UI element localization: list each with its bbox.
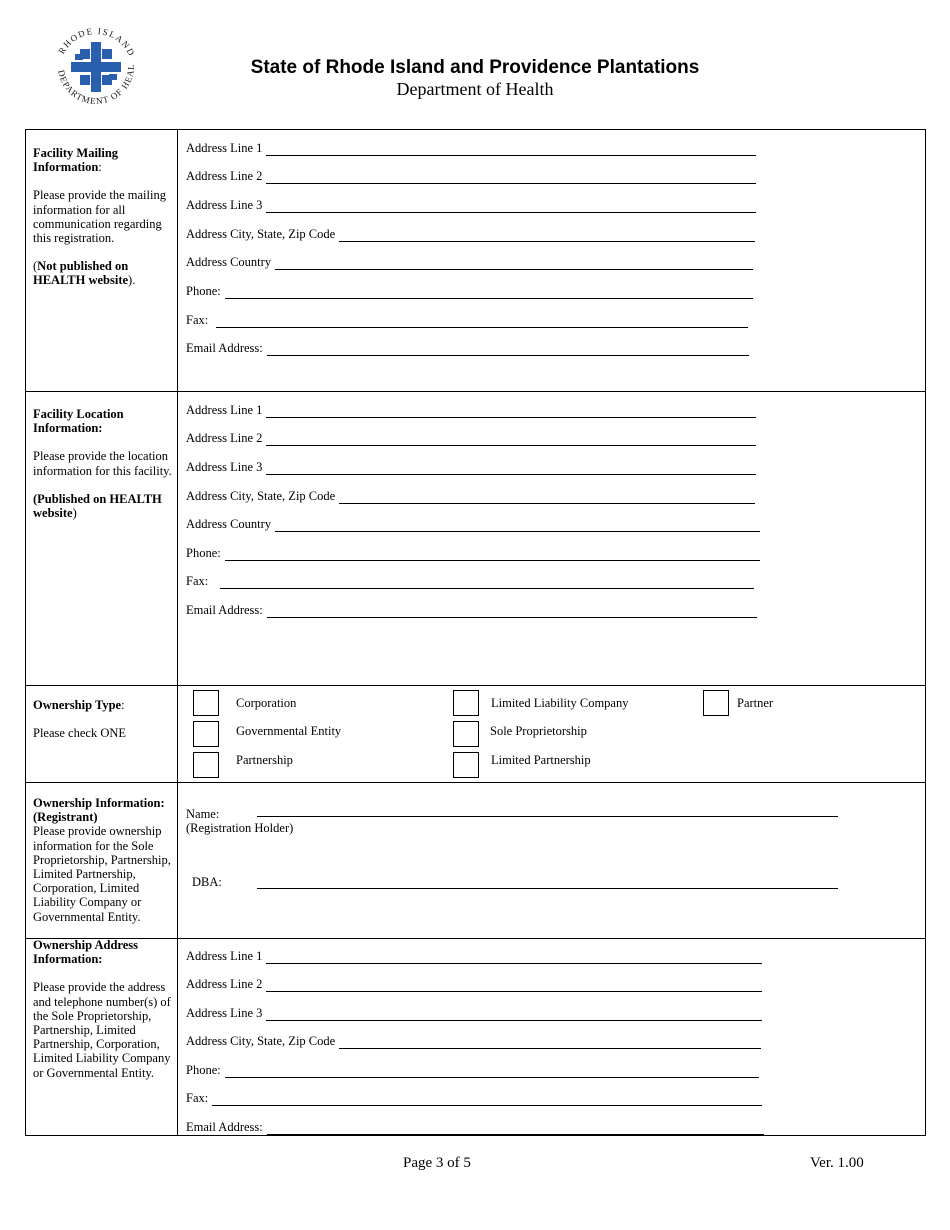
label-corporation: Corporation [236, 696, 297, 710]
label-limited-partnership: Limited Partnership [491, 753, 591, 767]
version-label: Ver. 1.00 [810, 1155, 864, 1171]
mailing-fax[interactable]: Fax: [186, 313, 748, 328]
page-subtitle: Department of Health [396, 79, 554, 99]
dba-input-line[interactable] [257, 888, 838, 889]
checkbox-partnership[interactable] [193, 752, 219, 778]
mailing-phone[interactable]: Phone: [186, 284, 753, 299]
mailing-note: Not published on HEALTH website [33, 259, 129, 288]
ownership-type-description: Ownership Type: Please check ONE [33, 698, 173, 754]
label-partner: Partner [737, 696, 774, 710]
ownership-info-heading: Ownership Information: (Registrant) [33, 796, 165, 825]
svg-text:RHODE ISLAND: RHODE ISLAND [56, 25, 138, 59]
location-desc: Please provide the location information for this facility. [33, 449, 172, 478]
checkbox-corporation[interactable] [193, 690, 219, 716]
mailing-description: Facility Mailing Information: Please provide the mailing information for all communication regarding this registration. (Not published on HEALTH website). [33, 146, 173, 302]
location-country[interactable]: Address Country [186, 517, 760, 532]
name-sublabel: (Registration Holder) [186, 821, 294, 835]
checkbox-partner[interactable] [703, 690, 729, 716]
label-sole-proprietorship: Sole Proprietorship [490, 724, 587, 738]
label-partnership: Partnership [236, 753, 293, 767]
label-governmental-entity: Governmental Entity [236, 724, 342, 738]
owner-phone[interactable]: Phone: [186, 1063, 759, 1078]
ownership-type-heading: Ownership Type [33, 698, 122, 712]
location-heading: Facility Location Information: [33, 407, 124, 436]
location-address-line-1[interactable]: Address Line 1 [186, 403, 756, 418]
mailing-country[interactable]: Address Country [186, 255, 753, 270]
ownership-type-desc: Please check ONE [33, 726, 127, 741]
location-note: Published on HEALTH website [33, 491, 162, 521]
location-description: Facility Location Information: Please provide the location information for this facility. (Published on HEALTH website) [33, 407, 172, 521]
location-phone[interactable]: Phone: [186, 546, 760, 561]
mailing-desc: Please provide the mailing information for all communication regarding this registration. [33, 188, 166, 246]
location-fax[interactable]: Fax: [186, 574, 754, 589]
location-city-state-zip[interactable]: Address City, State, Zip Code [186, 489, 755, 504]
ownership-address-heading: Ownership Address Information: [33, 938, 139, 967]
owner-city-state-zip[interactable]: Address City, State, Zip Code [186, 1034, 761, 1049]
ownership-address-desc: Please provide the address and telephone number(s) of the Sole Proprietorship, Partnership, Limited Partnership, Corporation, Limited Liability Company or Governmental Entity. [33, 980, 171, 1080]
checkbox-sole-proprietorship[interactable] [453, 721, 479, 747]
checkbox-limited-partnership[interactable] [453, 752, 479, 778]
owner-email[interactable]: Email Address: [186, 1120, 764, 1135]
name-label: Name: [186, 807, 220, 821]
label-llc: Limited Liability Company [491, 696, 629, 710]
page-number: Page 3 of 5 [403, 1155, 471, 1171]
owner-address-line-1[interactable]: Address Line 1 [186, 949, 762, 964]
mailing-address-line-1[interactable]: Address Line 1 [186, 141, 756, 156]
ownership-info-desc: Please provide ownership information for the Sole Proprietorship, Partnership, Limited Partnership, Corporation, Limited Liability Company or Governmental Entity. [33, 824, 171, 924]
owner-address-line-3[interactable]: Address Line 3 [186, 1006, 762, 1021]
checkbox-governmental-entity[interactable] [193, 721, 219, 747]
ownership-info-description [33, 796, 173, 924]
mailing-email[interactable]: Email Address: [186, 341, 749, 356]
location-email[interactable]: Email Address: [186, 603, 757, 618]
owner-address-line-2[interactable]: Address Line 2 [186, 977, 762, 992]
ownership-address-description [33, 938, 173, 1094]
owner-fax[interactable]: Fax: [186, 1091, 762, 1106]
mailing-city-state-zip[interactable]: Address City, State, Zip Code [186, 227, 755, 242]
mailing-address-line-3[interactable]: Address Line 3 [186, 198, 756, 213]
svg-text:DEPARTMENT OF HEALTH: DEPARTMENT OF HEAL [56, 63, 137, 107]
location-address-line-2[interactable]: Address Line 2 [186, 431, 756, 446]
mailing-address-line-2[interactable]: Address Line 2 [186, 169, 756, 184]
mailing-heading: Facility Mailing Information [33, 146, 119, 175]
page-title: State of Rhode Island and Providence Plantations [250, 57, 700, 78]
dba-label: DBA: [192, 875, 222, 889]
checkbox-llc[interactable] [453, 690, 479, 716]
location-address-line-3[interactable]: Address Line 3 [186, 460, 756, 475]
name-input-line[interactable] [257, 816, 838, 817]
